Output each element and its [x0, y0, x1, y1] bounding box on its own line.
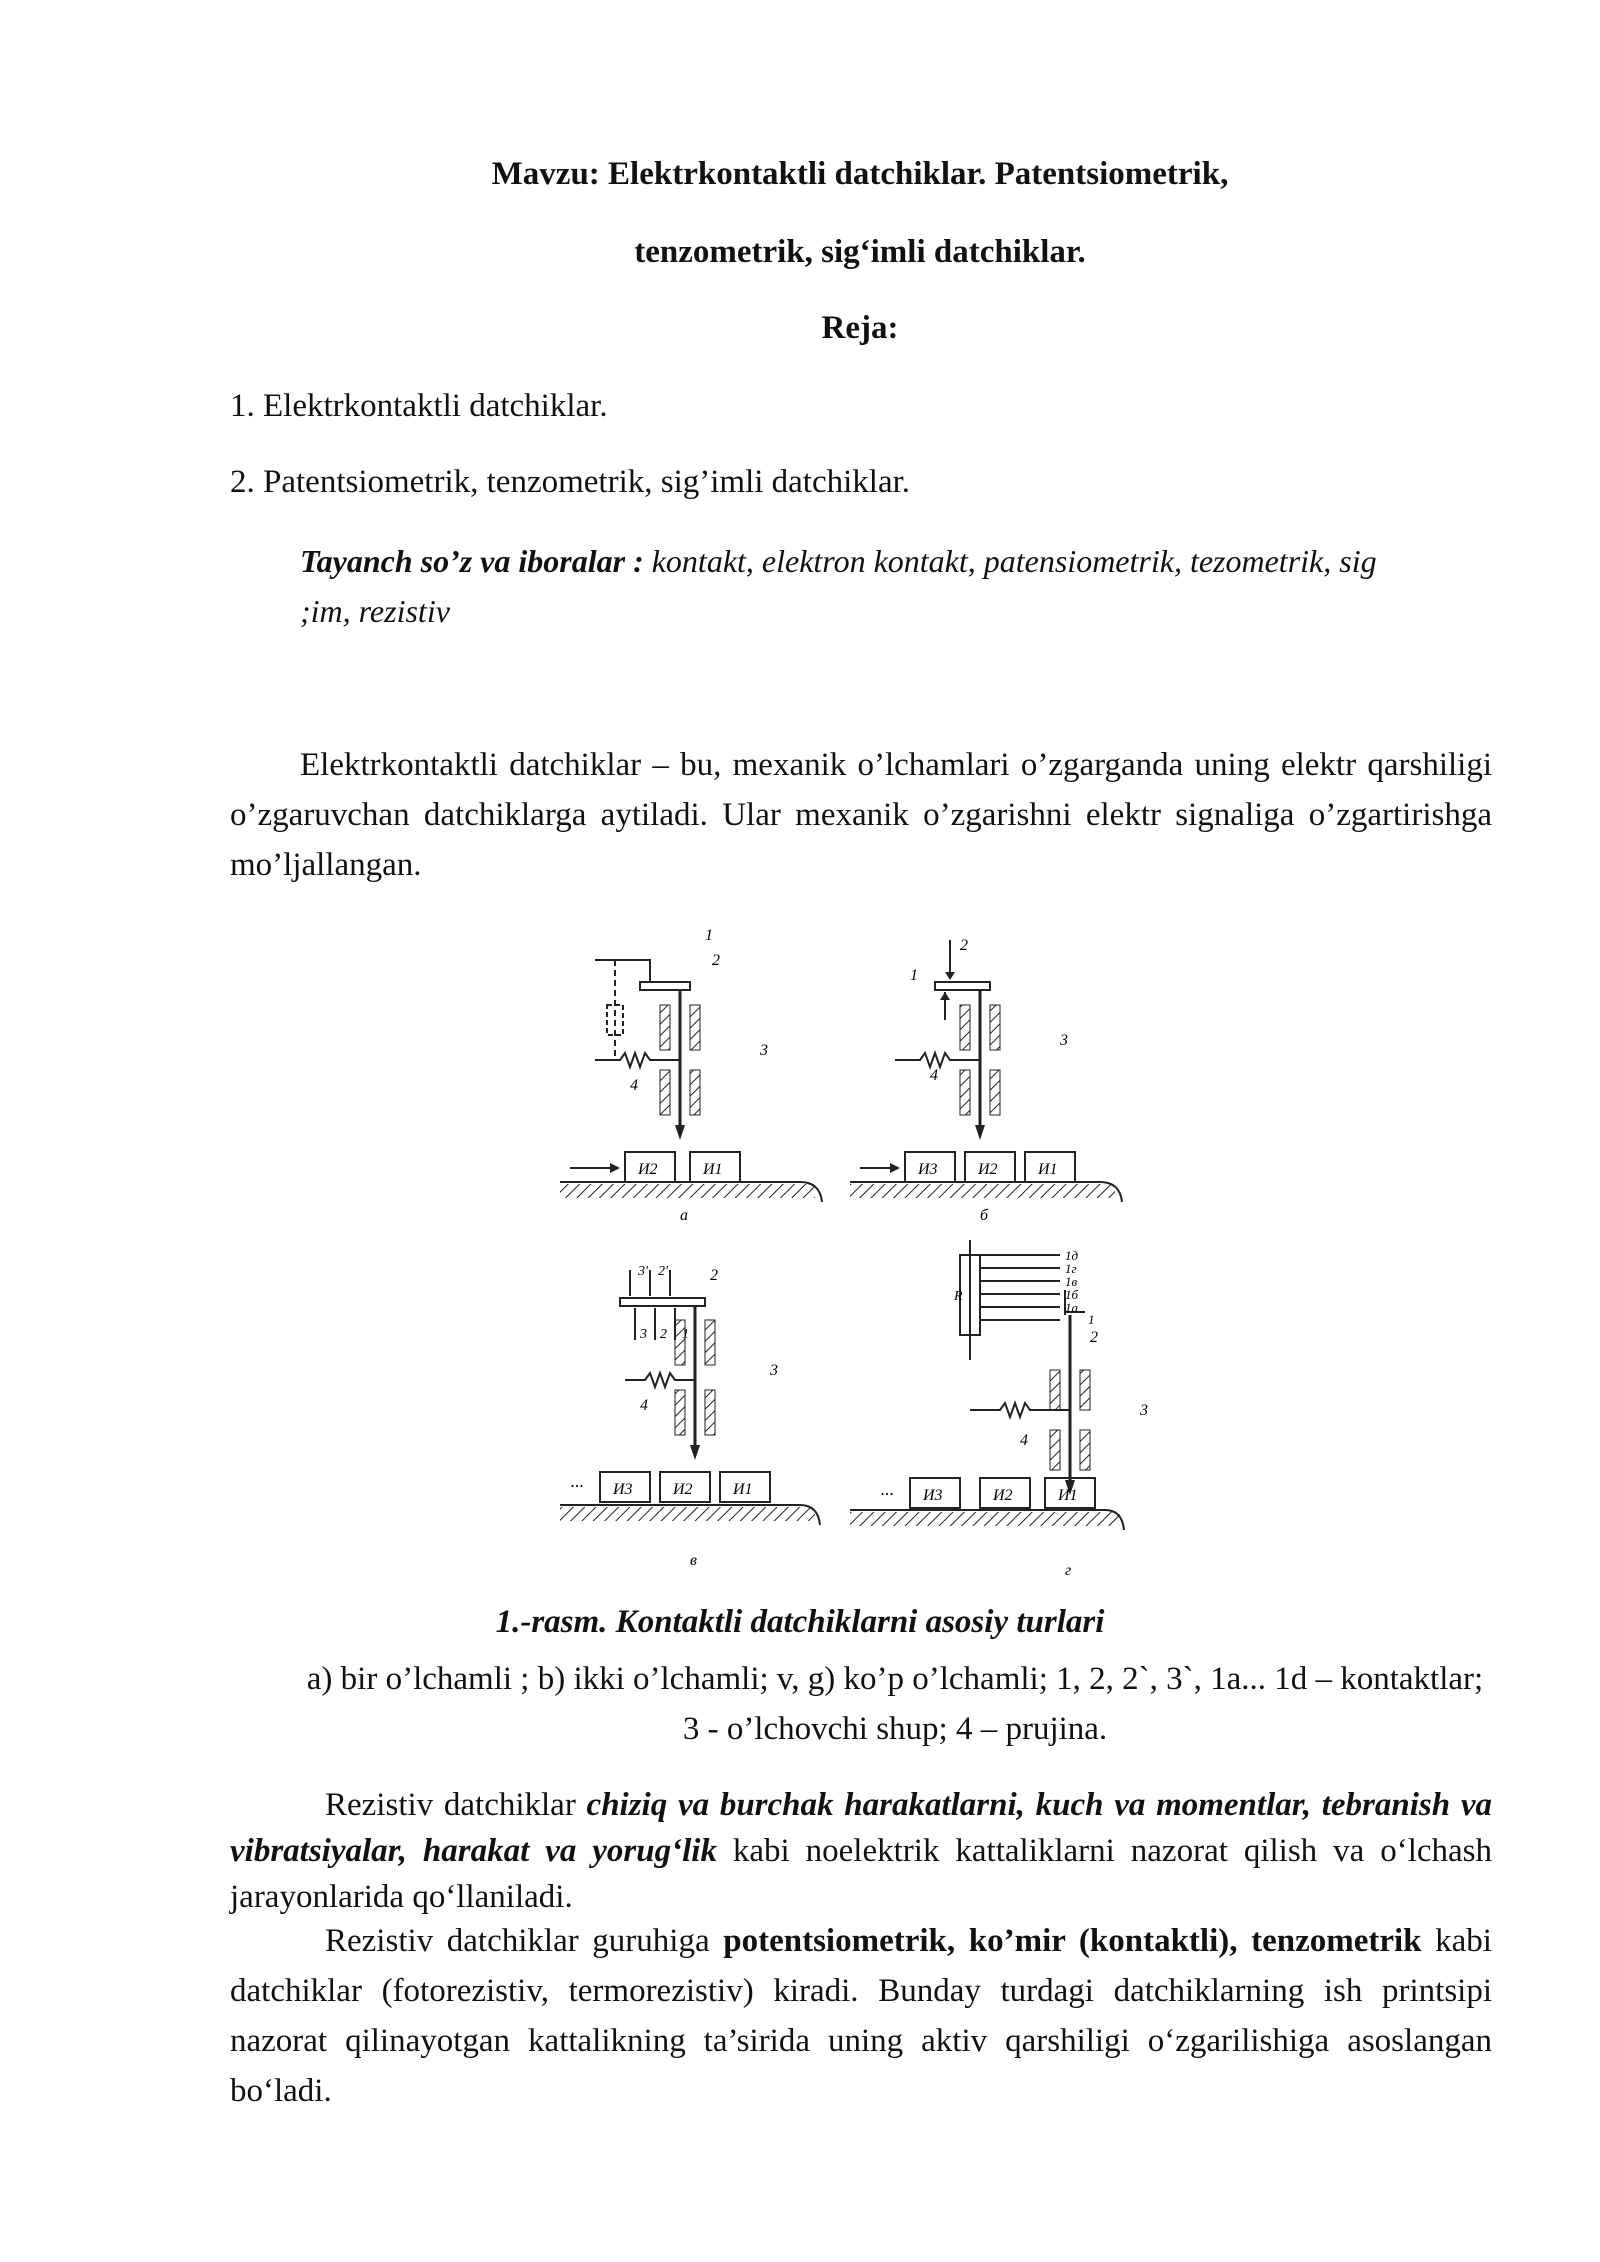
- panel-g-contact-1a: 1а: [1065, 1300, 1078, 1315]
- panel-v-callout-2: 2: [710, 1267, 718, 1284]
- panel-g-sensor-2: И2: [993, 1487, 1013, 1504]
- panel-a-label: а: [680, 1207, 688, 1224]
- panel-a-callout-4: 4: [630, 1077, 638, 1094]
- panel-v-diagram: [560, 1264, 820, 1569]
- keywords-text: kontakt, elektron kontakt, patensiometrik, tezometrik, sig ;im, rezistiv: [300, 543, 1377, 629]
- keywords-block: [300, 536, 1420, 636]
- paragraph-3-end: kabi datchiklar (fotorezistiv, termorezistiv) kiradi. Bunday turdagi datchiklarning ish printsipi nazorat qilinayotgan kattalikning ta’sirida uning aktiv qarshiligi o‘zgarilishiga asoslangan bo‘ladi.: [230, 1923, 1492, 2109]
- panel-a-sensor-1: И2: [638, 1161, 658, 1178]
- panel-g-contact-1g: 1г: [1065, 1261, 1077, 1276]
- panel-v-label: в: [690, 1552, 697, 1569]
- paragraph-3: [230, 1916, 1492, 2116]
- panel-g-diagram: [850, 1240, 1148, 1579]
- panel-g-contact-1d: 1д: [1065, 1248, 1079, 1263]
- panel-g-label: г: [1065, 1562, 1072, 1579]
- title-line-1: Mavzu: Elektrkontaktli datchiklar. Patentsiometrik,: [491, 156, 1229, 192]
- panel-a-sensor-2: И1: [703, 1161, 723, 1178]
- keywords-label: Tayanch so’z va iboralar :: [300, 543, 644, 579]
- paragraph-3-emphasis: potentsiometrik, ko’mir (kontaktli), tenzometrik: [723, 1923, 1422, 1959]
- panel-v-contact-1: 1: [682, 1327, 689, 1342]
- panel-g-contact-1: 1: [1088, 1312, 1095, 1327]
- panel-g-resistor-label: R: [954, 1289, 963, 1304]
- panel-a-callout-3: 3: [760, 1042, 768, 1059]
- paragraph-2: [230, 1782, 1492, 1920]
- panel-g-callout-2: 2: [1090, 1329, 1098, 1346]
- panel-g-sensor-1: И3: [923, 1487, 943, 1504]
- panel-v-callout-4: 4: [640, 1397, 648, 1414]
- contact-sensors-figure: [560, 920, 1280, 1590]
- panel-b-sensor-3: И1: [1038, 1161, 1058, 1178]
- panel-a-callout-1: 1: [705, 927, 713, 944]
- plan-heading: Reja:: [821, 310, 899, 346]
- panel-v-contact-2: 2: [660, 1327, 667, 1342]
- title-line-2: tenzometrik, sig‘imli datchiklar.: [634, 234, 1086, 270]
- panel-b-label: б: [980, 1207, 989, 1224]
- panel-b-callout-1: 1: [910, 967, 918, 984]
- panel-b-callout-3: 3: [1060, 1032, 1068, 1049]
- figure-caption-text: a) bir o’lchamli ; b) ikki o’lchamli; v, g) ko’p o’lchamli; 1, 2, 2`, 3`, 1a... 1d – kontaktlar; 3 - o’lchovchi shup; 4 – prujina.: [306, 1661, 1484, 1747]
- panel-v-contact-2p: 2′: [658, 1264, 669, 1279]
- panel-b-sensor-2: И2: [978, 1161, 998, 1178]
- paragraph-3-start: Rezistiv datchiklar guruhiga: [325, 1923, 724, 1959]
- panel-g-sensor-3: И1: [1058, 1487, 1078, 1504]
- panel-b-callout-2: 2: [960, 937, 968, 954]
- panel-g-contact-1v: 1в: [1065, 1274, 1078, 1289]
- panel-v-sensor-1: И3: [613, 1481, 633, 1498]
- paragraph-2-emphasis: chiziq va burchak harakatlarni, kuch va momentlar, tebranish va vibratsiyalar, harakat va yorug‘lik: [230, 1787, 1492, 1869]
- plan-item-2: 2. Patentsiometrik, tenzometrik, sig’imli datchiklar.: [230, 464, 911, 500]
- panel-a-callout-2: 2: [712, 952, 720, 969]
- panel-v-contact-3: 3: [640, 1327, 647, 1342]
- paragraph-2-end: kabi noelektrik kattaliklarni nazorat qilish va o‘lchash jarayonlarida qo‘llaniladi.: [230, 1833, 1493, 1915]
- paragraph-2-start: Rezistiv datchiklar: [325, 1787, 587, 1823]
- paragraph-1: Elektrkontaktli datchiklar – bu, mexanik o’lchamlari o’zgarganda uning elektr qarshiligi o’zgaruvchan datchiklarga aytiladi. Ular mexanik o’zgarishni elektr signaliga o’zgartirishga mo’ljallangan.: [230, 747, 1492, 883]
- plan-item-1: 1. Elektrkontaktli datchiklar.: [230, 388, 608, 424]
- panel-g-contact-1b: 1б: [1065, 1287, 1079, 1302]
- panel-b-diagram: [850, 937, 1122, 1224]
- panel-v-contact-3p: 3′: [638, 1264, 649, 1279]
- panel-v-dots: ···: [570, 1476, 584, 1496]
- panel-v-sensor-3: И1: [733, 1481, 753, 1498]
- figure-caption-title: 1.-rasm. Kontaktli datchiklarni asosiy turlari: [495, 1604, 1105, 1640]
- panel-b-sensor-1: И3: [918, 1161, 938, 1178]
- panel-g-dots: ···: [880, 1484, 894, 1504]
- panel-a-diagram: [560, 927, 822, 1224]
- panel-v-sensor-2: И2: [673, 1481, 693, 1498]
- panel-v-callout-3: 3: [770, 1362, 778, 1379]
- panel-b-callout-4: 4: [930, 1067, 938, 1084]
- panel-g-callout-3: 3: [1140, 1402, 1148, 1419]
- panel-g-callout-4: 4: [1020, 1432, 1028, 1449]
